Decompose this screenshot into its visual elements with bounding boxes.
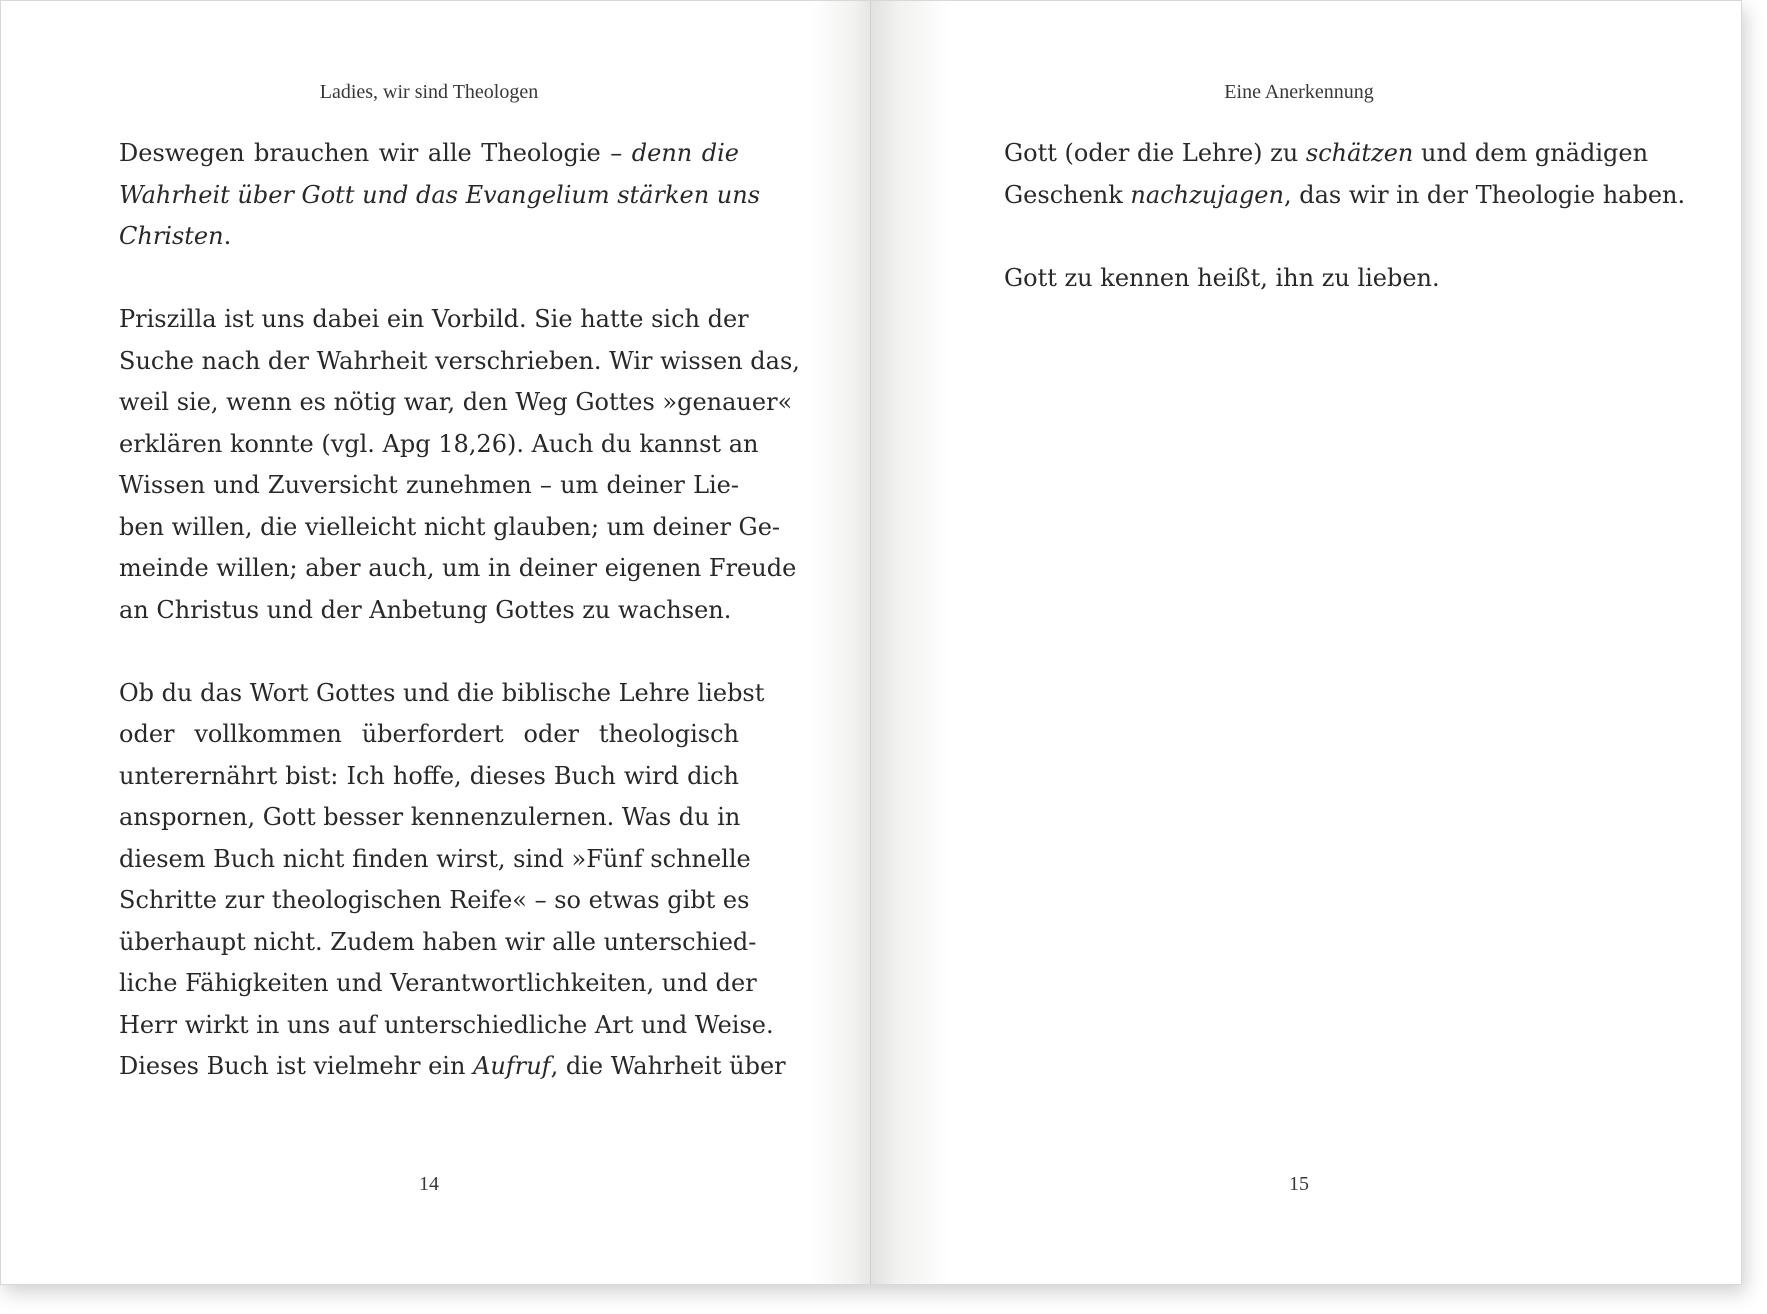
text-line (119, 465, 739, 507)
text-run: Suche nach der Wahrheit verschrieben. Wir wissen das, (119, 346, 800, 375)
text-line (119, 1046, 786, 1088)
italic-text: Wahrheit über Gott und das Evangelium stärken uns (119, 180, 761, 209)
text-run: anspornen, Gott besser kennenzulernen. Was du in (119, 803, 741, 831)
body-text (1004, 133, 1686, 341)
paragraph (1004, 258, 1624, 300)
text-run: unterernährt bist: Ich hoffe, dieses Buch wird dich (119, 761, 739, 790)
page-number: 15 (1289, 1173, 1309, 1195)
paragraph (119, 673, 786, 1088)
text-run: meinde willen; aber auch, um in deiner eigenen Freude (119, 554, 797, 582)
text-line (119, 341, 800, 383)
text-line (119, 548, 797, 590)
italic-text: schätzen (1305, 139, 1414, 167)
italic-text: Christen (119, 222, 224, 250)
text-run: an Christus und der Anbetung Gottes zu wachsen. (119, 595, 732, 624)
running-head: Ladies, wir sind Theologen (319, 81, 539, 103)
paragraph (1004, 133, 1686, 216)
text-line (1004, 175, 1686, 217)
text-line (119, 590, 739, 632)
text-line (119, 507, 781, 549)
text-run: Gott (oder die Lehre) zu (1004, 139, 1306, 167)
text-run: , das wir in der Theologie haben. (1283, 180, 1686, 209)
text-run: ben willen, die vielleicht nicht glauben; um deiner Ge- (119, 512, 781, 541)
body-text (119, 133, 800, 1129)
text-run: Priszilla ist uns dabei ein Vorbild. Sie hatte sich der (119, 305, 749, 333)
text-run: und dem gnädigen (1413, 139, 1649, 167)
text-run: Wissen und Zuversicht zunehmen – um deiner Lie- (119, 471, 739, 499)
italic-text: Aufruf (473, 1052, 551, 1080)
italic-text: denn die (631, 139, 739, 167)
text-run: , die Wahrheit über (550, 1052, 786, 1080)
text-line (1004, 133, 1649, 175)
left-page (1, 1, 871, 1284)
page-number: 14 (419, 1173, 439, 1195)
text-line (119, 382, 793, 424)
text-run: Deswegen brauchen wir alle Theologie – (119, 139, 632, 167)
text-line (119, 673, 765, 715)
text-line (119, 963, 757, 1005)
italic-text: nachzujagen (1130, 180, 1284, 209)
text-line (119, 1005, 774, 1047)
text-line (119, 922, 757, 964)
text-run: oder vollkommen überfordert oder theologisch (119, 720, 739, 748)
text-run: Dieses Buch ist vielmehr ein (119, 1052, 474, 1080)
paragraph (119, 299, 800, 631)
text-run: Geschenk (1004, 180, 1131, 209)
text-run: weil sie, wenn es nötig war, den Weg Gottes »genauer« (119, 388, 793, 416)
text-line (119, 299, 749, 341)
text-run: Schritte zur theologischen Reife« – so etwas gibt es (119, 886, 750, 914)
right-page (871, 1, 1741, 1284)
text-line (119, 797, 739, 839)
text-line (119, 756, 739, 798)
text-line (119, 175, 761, 217)
text-run: Ob du das Wort Gottes und die biblische Lehre liebst (119, 678, 765, 707)
text-run: diesem Buch nicht finden wirst, sind »Fünf schnelle (119, 844, 751, 873)
text-line (119, 880, 750, 922)
text-line (119, 714, 739, 756)
text-line (119, 424, 759, 466)
text-line (119, 216, 739, 258)
text-line (1004, 258, 1624, 300)
text-line (119, 839, 751, 881)
text-run: überhaupt nicht. Zudem haben wir alle unterschied- (119, 927, 757, 956)
paragraph (119, 133, 761, 258)
text-run: erklären konnte (vgl. Apg 18,26). Auch du kannst an (119, 429, 759, 458)
text-run: liche Fähigkeiten und Verantwortlichkeiten, und der (119, 969, 757, 997)
text-run: Herr wirkt in uns auf unterschiedliche Art und Weise. (119, 1010, 774, 1039)
text-run: . (223, 222, 232, 250)
text-line (119, 133, 739, 175)
running-head: Eine Anerkennung (1224, 81, 1374, 103)
text-run: Gott zu kennen heißt, ihn zu lieben. (1004, 263, 1440, 292)
